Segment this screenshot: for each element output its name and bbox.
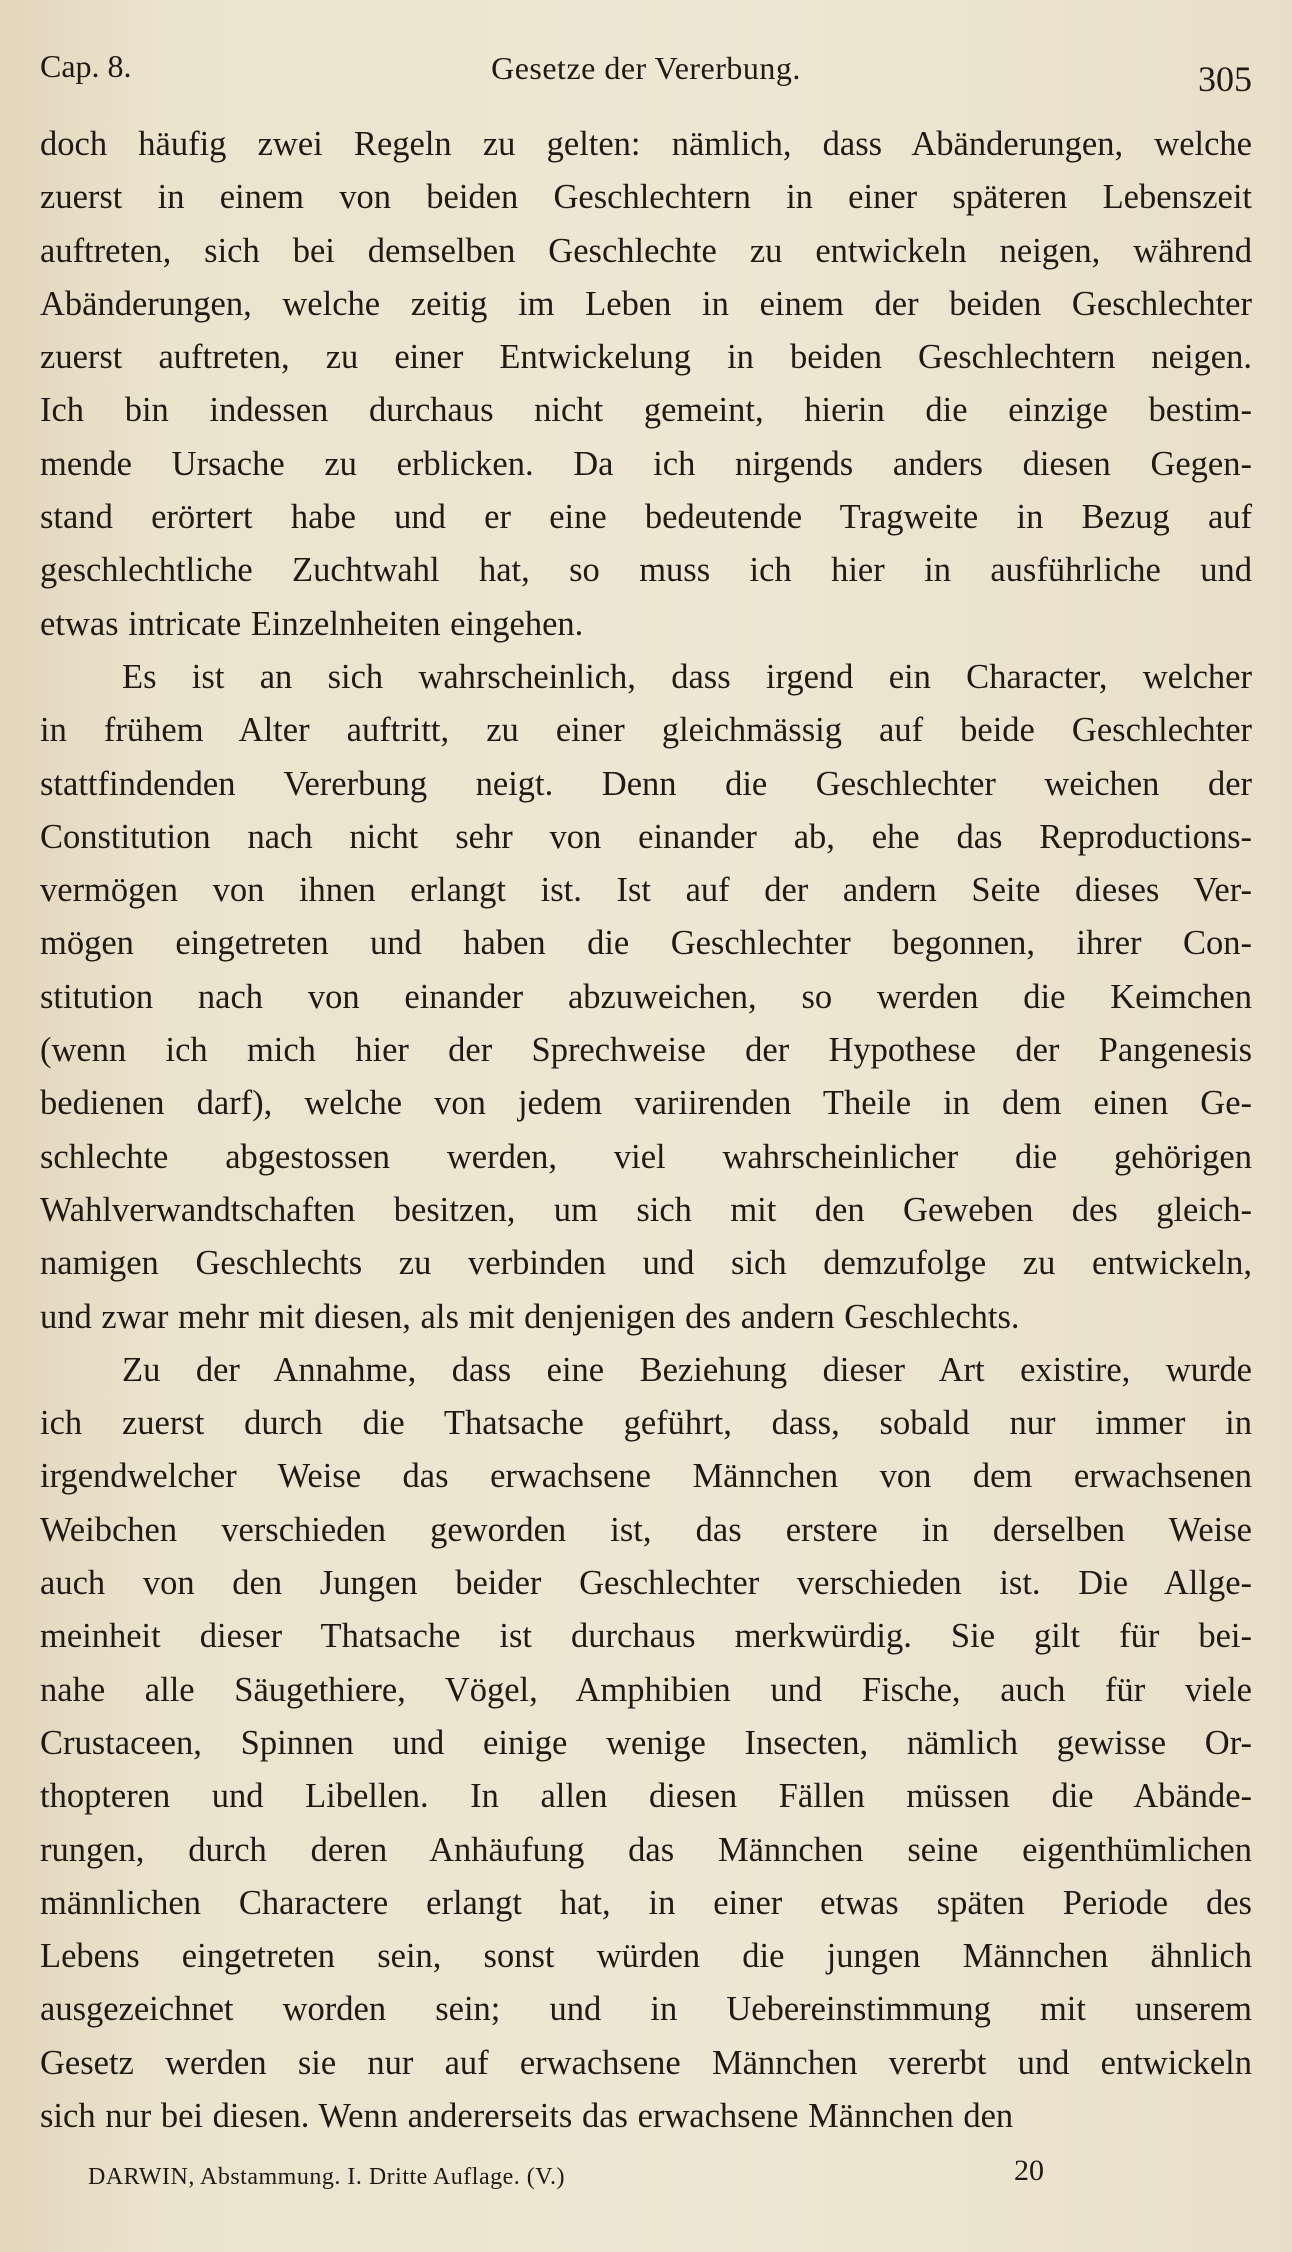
text-line: bedienen darf), welche von jedem variirenden Theile in dem einen Ge- — [40, 1084, 1252, 1123]
text-line: (wenn ich mich hier der Sprechweise der Hypothese der Pangenesis — [40, 1031, 1252, 1070]
text-line: sich nur bei diesen. Wenn andererseits das erwachsene Männchen den — [40, 2096, 1014, 2135]
footer-imprint: DARWIN, Abstammung. I. Dritte Auflage. (V.) — [88, 2164, 565, 2190]
text-line: vermögen von ihnen erlangt ist. Ist auf der andern Seite dieses Ver- — [40, 871, 1252, 910]
text-line: ich zuerst durch die Thatsache geführt, dass, sobald nur immer in — [40, 1404, 1252, 1443]
text-line: geschlechtliche Zuchtwahl hat, so muss ich hier in ausführliche und — [40, 551, 1252, 590]
text-line: und zwar mehr mit diesen, als mit denjenigen des andern Geschlechts. — [40, 1297, 1020, 1336]
text-line: rungen, durch deren Anhäufung das Männchen seine eigenthümlichen — [40, 1830, 1252, 1869]
running-title: Gesetze der Vererbung. — [491, 50, 801, 86]
text-line: namigen Geschlechts zu verbinden und sich demzufolge zu entwickeln, — [40, 1244, 1252, 1283]
text-line: stand erörtert habe und er eine bedeutende Tragweite in Bezug auf — [40, 498, 1252, 537]
text-line: ausgezeichnet worden sein; und in Uebereinstimmung mit unserem — [40, 1990, 1252, 2029]
text-line: thopteren und Libellen. In allen diesen Fällen müssen die Abände- — [40, 1777, 1252, 1816]
text-line: auch von den Jungen beider Geschlechter verschieden ist. Die Allge- — [40, 1564, 1252, 1603]
text-line: mende Ursache zu erblicken. Da ich nirgends anders diesen Gegen- — [40, 444, 1252, 483]
signature-mark: 20 — [1014, 2154, 1044, 2187]
text-line: Crustaceen, Spinnen und einige wenige Insecten, nämlich gewisse Or- — [40, 1723, 1252, 1762]
text-line: Weibchen verschieden geworden ist, das erstere in derselben Weise — [40, 1510, 1252, 1549]
text-line: Constitution nach nicht sehr von einander ab, ehe das Reproductions- — [40, 817, 1252, 856]
text-line: nahe alle Säugethiere, Vögel, Amphibien und Fische, auch für viele — [40, 1670, 1252, 1709]
text-line: in frühem Alter auftritt, zu einer gleichmässig auf beide Geschlechter — [40, 711, 1252, 750]
page-footer — [88, 2150, 1252, 2200]
text-line: Abänderungen, welche zeitig im Leben in einem der beiden Geschlechter — [40, 284, 1252, 323]
text-line: etwas intricate Einzelnheiten eingehen. — [40, 604, 584, 643]
text-line: zuerst in einem von beiden Geschlechtern in einer späteren Lebenszeit — [40, 178, 1252, 217]
text-line: Lebens eingetreten sein, sonst würden die jungen Männchen ähnlich — [40, 1937, 1252, 1976]
text-line: zuerst auftreten, zu einer Entwickelung in beiden Geschlechtern neigen. — [40, 338, 1252, 377]
chapter-label: Cap. 8. — [40, 48, 132, 84]
text-line: meinheit dieser Thatsache ist durchaus merkwürdig. Sie gilt für bei- — [40, 1617, 1252, 1656]
text-line: irgendwelcher Weise das erwachsene Männchen von dem erwachsenen — [40, 1457, 1252, 1496]
text-line: Es ist an sich wahrscheinlich, dass irgend ein Character, welcher — [122, 657, 1252, 696]
text-line: Zu der Annahme, dass eine Beziehung dieser Art existire, wurde — [122, 1350, 1252, 1389]
paragraph — [40, 651, 1252, 1344]
text-line: doch häufig zwei Regeln zu gelten: nämlich, dass Abänderungen, welche — [40, 125, 1252, 163]
paragraph — [40, 1344, 1252, 2143]
text-line: Gesetz werden sie nur auf erwachsene Männchen vererbt und entwickeln — [40, 2043, 1252, 2082]
text-line: männlichen Charactere erlangt hat, in einer etwas späten Periode des — [40, 1883, 1252, 1922]
running-header — [40, 40, 1252, 100]
text-line: Ich bin indessen durchaus nicht gemeint, hierin die einzige bestim- — [40, 391, 1252, 430]
body-text — [40, 118, 1252, 2143]
page-number: 305 — [1198, 59, 1252, 99]
paragraph — [40, 118, 1252, 651]
text-line: mögen eingetreten und haben die Geschlechter begonnen, ihrer Con- — [40, 924, 1252, 963]
text-line: auftreten, sich bei demselben Geschlechte zu entwickeln neigen, während — [40, 231, 1252, 270]
text-line: stitution nach von einander abzuweichen, so werden die Keimchen — [40, 977, 1252, 1016]
text-line: stattfindenden Vererbung neigt. Denn die Geschlechter weichen der — [40, 764, 1252, 803]
text-line: schlechte abgestossen werden, viel wahrscheinlicher die gehörigen — [40, 1137, 1252, 1176]
text-line: Wahlverwandtschaften besitzen, um sich mit den Geweben des gleich- — [40, 1190, 1252, 1229]
